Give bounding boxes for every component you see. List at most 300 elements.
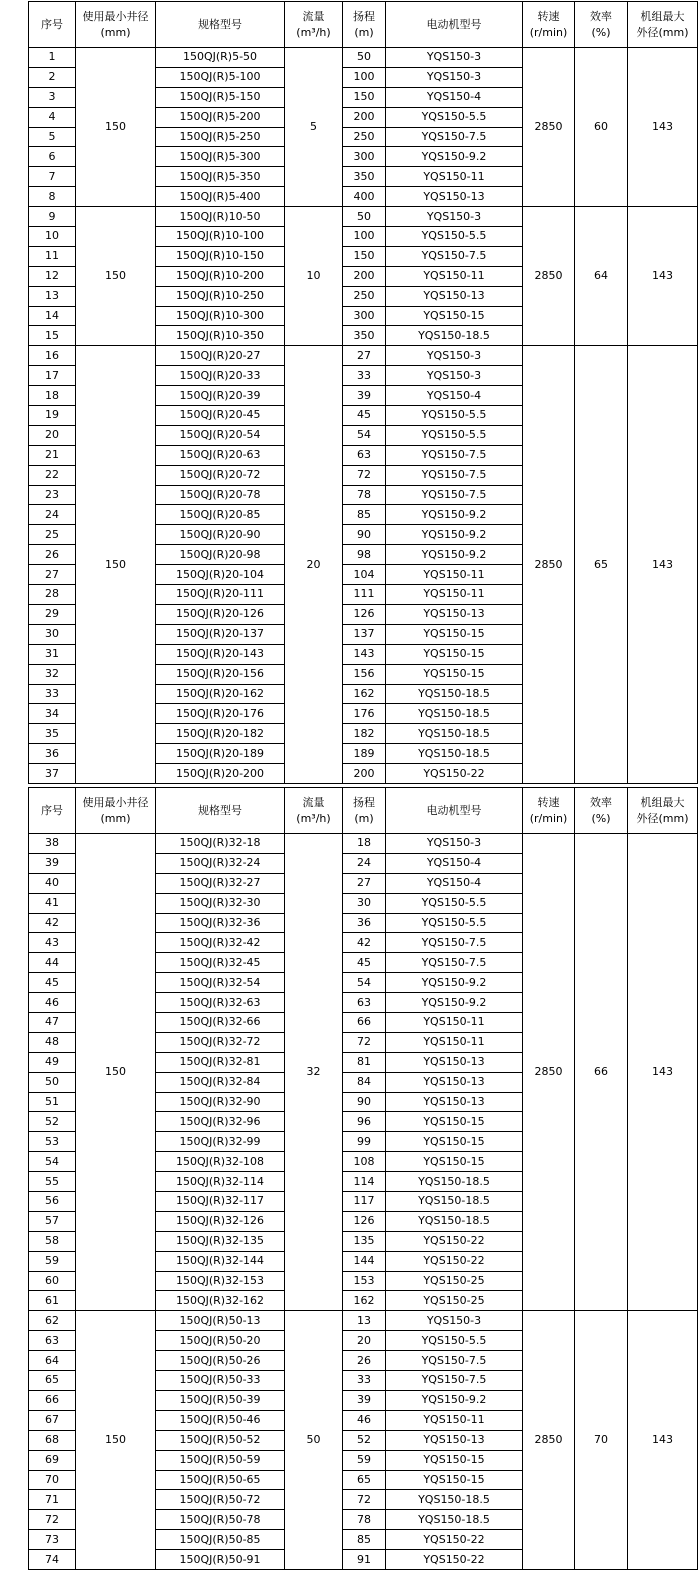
flow-cell: 5 xyxy=(285,48,343,207)
motor-cell: YQS150-5.5 xyxy=(386,107,523,127)
motor-cell: YQS150-9.2 xyxy=(386,973,523,993)
flow-cell: 32 xyxy=(285,834,343,1311)
model-cell: 150QJ(R)10-50 xyxy=(156,207,285,227)
model-cell: 150QJ(R)32-54 xyxy=(156,973,285,993)
efficiency-cell: 64 xyxy=(575,207,628,346)
col-max-diameter-header xyxy=(628,2,698,48)
seq-cell: 43 xyxy=(29,933,76,953)
motor-cell: YQS150-22 xyxy=(386,1530,523,1550)
head-cell: 153 xyxy=(343,1271,386,1291)
head-cell: 50 xyxy=(343,48,386,68)
model-cell: 150QJ(R)10-150 xyxy=(156,246,285,266)
motor-cell: YQS150-15 xyxy=(386,664,523,684)
col-head-header-line: (m) xyxy=(354,811,374,825)
motor-cell: YQS150-22 xyxy=(386,1251,523,1271)
col-min-well-header-line: 使用最小井径 xyxy=(82,9,149,23)
motor-cell: YQS150-15 xyxy=(386,1112,523,1132)
col-head-header-line: (m) xyxy=(354,25,374,39)
motor-cell: YQS150-3 xyxy=(386,48,523,68)
col-flow-header-line: 流量 xyxy=(302,9,325,23)
seq-cell: 56 xyxy=(29,1192,76,1212)
seq-cell: 65 xyxy=(29,1371,76,1391)
col-max-diameter-header-line: 外径(mm) xyxy=(636,25,689,39)
seq-cell: 2 xyxy=(29,67,76,87)
head-cell: 108 xyxy=(343,1152,386,1172)
motor-cell: YQS150-7.5 xyxy=(386,953,523,973)
head-cell: 150 xyxy=(343,87,386,107)
seq-cell: 24 xyxy=(29,505,76,525)
seq-cell: 20 xyxy=(29,425,76,445)
col-seq-header-line: 序号 xyxy=(41,803,63,817)
motor-cell: YQS150-13 xyxy=(386,1072,523,1092)
model-cell: 150QJ(R)20-98 xyxy=(156,545,285,565)
seq-cell: 66 xyxy=(29,1390,76,1410)
seq-cell: 68 xyxy=(29,1430,76,1450)
model-cell: 150QJ(R)50-46 xyxy=(156,1410,285,1430)
col-motor-header-line: 电动机型号 xyxy=(426,17,482,31)
model-cell: 150QJ(R)32-24 xyxy=(156,853,285,873)
head-cell: 182 xyxy=(343,724,386,744)
model-cell: 150QJ(R)50-78 xyxy=(156,1510,285,1530)
motor-cell: YQS150-7.5 xyxy=(386,1351,523,1371)
head-cell: 45 xyxy=(343,406,386,426)
model-cell: 150QJ(R)10-350 xyxy=(156,326,285,346)
motor-cell: YQS150-7.5 xyxy=(386,1371,523,1391)
motor-cell: YQS150-4 xyxy=(386,87,523,107)
col-head-header xyxy=(343,2,386,48)
col-efficiency-header-line: 效率 xyxy=(590,795,612,809)
head-cell: 162 xyxy=(343,1291,386,1311)
motor-cell: YQS150-3 xyxy=(386,346,523,366)
seq-cell: 11 xyxy=(29,246,76,266)
col-head-header-line: 扬程 xyxy=(353,795,375,809)
motor-cell: YQS150-13 xyxy=(386,604,523,624)
col-flow-header-line: (m³/h) xyxy=(296,25,331,39)
seq-cell: 42 xyxy=(29,913,76,933)
speed-cell: 2850 xyxy=(523,1311,575,1570)
max-diameter-cell: 143 xyxy=(628,48,698,207)
model-cell: 150QJ(R)20-143 xyxy=(156,644,285,664)
model-cell: 150QJ(R)5-50 xyxy=(156,48,285,68)
head-cell: 90 xyxy=(343,1092,386,1112)
head-cell: 114 xyxy=(343,1172,386,1192)
seq-cell: 37 xyxy=(29,764,76,784)
model-cell: 150QJ(R)20-189 xyxy=(156,744,285,764)
head-cell: 42 xyxy=(343,933,386,953)
seq-cell: 49 xyxy=(29,1052,76,1072)
head-cell: 350 xyxy=(343,167,386,187)
head-cell: 96 xyxy=(343,1112,386,1132)
model-cell: 150QJ(R)20-63 xyxy=(156,445,285,465)
efficiency-cell: 70 xyxy=(575,1311,628,1570)
seq-cell: 22 xyxy=(29,465,76,485)
head-cell: 46 xyxy=(343,1410,386,1430)
model-cell: 150QJ(R)50-39 xyxy=(156,1390,285,1410)
col-seq-header-line: 序号 xyxy=(41,17,63,31)
model-cell: 150QJ(R)32-126 xyxy=(156,1211,285,1231)
col-min-well-header-line: (mm) xyxy=(100,25,131,39)
head-cell: 176 xyxy=(343,704,386,724)
head-cell: 143 xyxy=(343,644,386,664)
motor-cell: YQS150-18.5 xyxy=(386,1490,523,1510)
motor-cell: YQS150-9.2 xyxy=(386,1390,523,1410)
min-well-cell: 150 xyxy=(76,1311,156,1570)
max-diameter-cell: 143 xyxy=(628,207,698,346)
model-cell: 150QJ(R)10-300 xyxy=(156,306,285,326)
motor-cell: YQS150-18.5 xyxy=(386,724,523,744)
model-cell: 150QJ(R)20-54 xyxy=(156,425,285,445)
seq-cell: 57 xyxy=(29,1211,76,1231)
motor-cell: YQS150-18.5 xyxy=(386,1172,523,1192)
col-max-diameter-header-line: 外径(mm) xyxy=(636,811,689,825)
seq-cell: 59 xyxy=(29,1251,76,1271)
model-cell: 150QJ(R)20-85 xyxy=(156,505,285,525)
motor-cell: YQS150-3 xyxy=(386,207,523,227)
head-cell: 84 xyxy=(343,1072,386,1092)
head-cell: 189 xyxy=(343,744,386,764)
motor-cell: YQS150-11 xyxy=(386,1410,523,1430)
seq-cell: 73 xyxy=(29,1530,76,1550)
head-cell: 250 xyxy=(343,127,386,147)
seq-cell: 7 xyxy=(29,167,76,187)
model-cell: 150QJ(R)20-137 xyxy=(156,624,285,644)
motor-cell: YQS150-5.5 xyxy=(386,406,523,426)
motor-cell: YQS150-11 xyxy=(386,1032,523,1052)
model-cell: 150QJ(R)10-100 xyxy=(156,227,285,247)
seq-cell: 54 xyxy=(29,1152,76,1172)
motor-cell: YQS150-25 xyxy=(386,1271,523,1291)
model-cell: 150QJ(R)50-52 xyxy=(156,1430,285,1450)
seq-cell: 23 xyxy=(29,485,76,505)
head-cell: 54 xyxy=(343,973,386,993)
seq-cell: 51 xyxy=(29,1092,76,1112)
seq-cell: 13 xyxy=(29,286,76,306)
model-cell: 150QJ(R)32-108 xyxy=(156,1152,285,1172)
seq-cell: 62 xyxy=(29,1311,76,1331)
col-min-well-header xyxy=(76,2,156,48)
head-cell: 54 xyxy=(343,425,386,445)
col-min-well-header-line: (mm) xyxy=(100,811,131,825)
seq-cell: 46 xyxy=(29,993,76,1013)
head-cell: 111 xyxy=(343,585,386,605)
motor-cell: YQS150-7.5 xyxy=(386,127,523,147)
seq-cell: 27 xyxy=(29,565,76,585)
model-cell: 150QJ(R)20-111 xyxy=(156,585,285,605)
head-cell: 137 xyxy=(343,624,386,644)
flow-cell: 50 xyxy=(285,1311,343,1570)
model-cell: 150QJ(R)50-65 xyxy=(156,1470,285,1490)
max-diameter-cell: 143 xyxy=(628,346,698,784)
model-cell: 150QJ(R)32-27 xyxy=(156,873,285,893)
head-cell: 72 xyxy=(343,465,386,485)
head-cell: 33 xyxy=(343,1371,386,1391)
motor-cell: YQS150-5.5 xyxy=(386,893,523,913)
seq-cell: 3 xyxy=(29,87,76,107)
model-cell: 150QJ(R)5-400 xyxy=(156,187,285,207)
seq-cell: 30 xyxy=(29,624,76,644)
head-cell: 45 xyxy=(343,953,386,973)
head-cell: 81 xyxy=(343,1052,386,1072)
model-cell: 150QJ(R)32-114 xyxy=(156,1172,285,1192)
model-cell: 150QJ(R)50-72 xyxy=(156,1490,285,1510)
flow-cell: 10 xyxy=(285,207,343,346)
model-cell: 150QJ(R)20-126 xyxy=(156,604,285,624)
head-cell: 135 xyxy=(343,1231,386,1251)
motor-cell: YQS150-4 xyxy=(386,853,523,873)
head-cell: 72 xyxy=(343,1490,386,1510)
seq-cell: 71 xyxy=(29,1490,76,1510)
model-cell: 150QJ(R)50-33 xyxy=(156,1371,285,1391)
seq-cell: 8 xyxy=(29,187,76,207)
seq-cell: 17 xyxy=(29,366,76,386)
seq-cell: 44 xyxy=(29,953,76,973)
motor-cell: YQS150-15 xyxy=(386,644,523,664)
model-cell: 150QJ(R)20-33 xyxy=(156,366,285,386)
model-cell: 150QJ(R)20-72 xyxy=(156,465,285,485)
table-row xyxy=(29,48,698,68)
col-efficiency-header xyxy=(575,2,628,48)
motor-cell: YQS150-18.5 xyxy=(386,1192,523,1212)
head-cell: 99 xyxy=(343,1132,386,1152)
seq-cell: 58 xyxy=(29,1231,76,1251)
motor-cell: YQS150-7.5 xyxy=(386,465,523,485)
table-row xyxy=(29,346,698,366)
head-cell: 100 xyxy=(343,67,386,87)
seq-cell: 63 xyxy=(29,1331,76,1351)
motor-cell: YQS150-9.2 xyxy=(386,545,523,565)
motor-cell: YQS150-5.5 xyxy=(386,1331,523,1351)
motor-cell: YQS150-13 xyxy=(386,1430,523,1450)
motor-cell: YQS150-18.5 xyxy=(386,326,523,346)
seq-cell: 39 xyxy=(29,853,76,873)
motor-cell: YQS150-5.5 xyxy=(386,913,523,933)
motor-cell: YQS150-7.5 xyxy=(386,246,523,266)
motor-cell: YQS150-11 xyxy=(386,565,523,585)
efficiency-cell: 65 xyxy=(575,346,628,784)
motor-cell: YQS150-18.5 xyxy=(386,1510,523,1530)
motor-cell: YQS150-13 xyxy=(386,187,523,207)
min-well-cell: 150 xyxy=(76,346,156,784)
head-cell: 156 xyxy=(343,664,386,684)
seq-cell: 32 xyxy=(29,664,76,684)
seq-cell: 34 xyxy=(29,704,76,724)
motor-cell: YQS150-22 xyxy=(386,764,523,784)
head-cell: 144 xyxy=(343,1251,386,1271)
model-cell: 150QJ(R)5-100 xyxy=(156,67,285,87)
head-cell: 98 xyxy=(343,545,386,565)
col-model-header xyxy=(156,2,285,48)
col-seq-header xyxy=(29,788,76,834)
motor-cell: YQS150-18.5 xyxy=(386,1211,523,1231)
min-well-cell: 150 xyxy=(76,834,156,1311)
min-well-cell: 150 xyxy=(76,48,156,207)
seq-cell: 55 xyxy=(29,1172,76,1192)
seq-cell: 67 xyxy=(29,1410,76,1430)
model-cell: 150QJ(R)5-300 xyxy=(156,147,285,167)
motor-cell: YQS150-15 xyxy=(386,624,523,644)
head-cell: 18 xyxy=(343,834,386,854)
seq-cell: 36 xyxy=(29,744,76,764)
motor-cell: YQS150-4 xyxy=(386,386,523,406)
head-cell: 200 xyxy=(343,266,386,286)
head-cell: 20 xyxy=(343,1331,386,1351)
min-well-cell: 150 xyxy=(76,207,156,346)
model-cell: 150QJ(R)32-144 xyxy=(156,1251,285,1271)
head-cell: 90 xyxy=(343,525,386,545)
flow-cell: 20 xyxy=(285,346,343,784)
motor-cell: YQS150-3 xyxy=(386,834,523,854)
seq-cell: 21 xyxy=(29,445,76,465)
col-max-diameter-header-line: 机组最大 xyxy=(640,9,685,23)
model-cell: 150QJ(R)10-250 xyxy=(156,286,285,306)
model-cell: 150QJ(R)20-156 xyxy=(156,664,285,684)
col-motor-header xyxy=(386,788,523,834)
motor-cell: YQS150-3 xyxy=(386,67,523,87)
head-cell: 104 xyxy=(343,565,386,585)
model-cell: 150QJ(R)32-153 xyxy=(156,1271,285,1291)
head-cell: 27 xyxy=(343,346,386,366)
seq-cell: 4 xyxy=(29,107,76,127)
col-efficiency-header-line: (%) xyxy=(591,811,611,825)
model-cell: 150QJ(R)20-200 xyxy=(156,764,285,784)
motor-cell: YQS150-7.5 xyxy=(386,933,523,953)
seq-cell: 14 xyxy=(29,306,76,326)
model-cell: 150QJ(R)20-104 xyxy=(156,565,285,585)
model-cell: 150QJ(R)32-84 xyxy=(156,1072,285,1092)
speed-cell: 2850 xyxy=(523,346,575,784)
head-cell: 65 xyxy=(343,1470,386,1490)
header-row xyxy=(29,2,698,48)
model-cell: 150QJ(R)50-26 xyxy=(156,1351,285,1371)
seq-cell: 69 xyxy=(29,1450,76,1470)
seq-cell: 72 xyxy=(29,1510,76,1530)
col-speed-header-line: 转速 xyxy=(537,9,560,23)
model-cell: 150QJ(R)32-99 xyxy=(156,1132,285,1152)
motor-cell: YQS150-11 xyxy=(386,1013,523,1033)
head-cell: 100 xyxy=(343,227,386,247)
motor-cell: YQS150-9.2 xyxy=(386,505,523,525)
col-motor-header xyxy=(386,2,523,48)
motor-cell: YQS150-13 xyxy=(386,1052,523,1072)
head-cell: 33 xyxy=(343,366,386,386)
motor-cell: YQS150-11 xyxy=(386,585,523,605)
table-body xyxy=(29,48,698,784)
head-cell: 300 xyxy=(343,147,386,167)
efficiency-cell: 66 xyxy=(575,834,628,1311)
table-row xyxy=(29,834,698,854)
head-cell: 85 xyxy=(343,505,386,525)
motor-cell: YQS150-15 xyxy=(386,1470,523,1490)
col-speed-header-line: (r/min) xyxy=(529,811,568,825)
seq-cell: 5 xyxy=(29,127,76,147)
seq-cell: 29 xyxy=(29,604,76,624)
seq-cell: 28 xyxy=(29,585,76,605)
head-cell: 66 xyxy=(343,1013,386,1033)
motor-cell: YQS150-13 xyxy=(386,1092,523,1112)
motor-cell: YQS150-18.5 xyxy=(386,704,523,724)
seq-cell: 10 xyxy=(29,227,76,247)
model-cell: 150QJ(R)20-78 xyxy=(156,485,285,505)
model-cell: 150QJ(R)20-176 xyxy=(156,704,285,724)
seq-cell: 40 xyxy=(29,873,76,893)
model-cell: 150QJ(R)32-162 xyxy=(156,1291,285,1311)
table-body xyxy=(29,834,698,1570)
col-max-diameter-header xyxy=(628,788,698,834)
motor-cell: YQS150-3 xyxy=(386,1311,523,1331)
model-cell: 150QJ(R)32-117 xyxy=(156,1192,285,1212)
col-speed-header xyxy=(523,2,575,48)
seq-cell: 15 xyxy=(29,326,76,346)
model-cell: 150QJ(R)32-135 xyxy=(156,1231,285,1251)
seq-cell: 50 xyxy=(29,1072,76,1092)
head-cell: 63 xyxy=(343,993,386,1013)
model-cell: 150QJ(R)20-27 xyxy=(156,346,285,366)
seq-cell: 12 xyxy=(29,266,76,286)
head-cell: 78 xyxy=(343,485,386,505)
seq-cell: 19 xyxy=(29,406,76,426)
head-cell: 400 xyxy=(343,187,386,207)
seq-cell: 33 xyxy=(29,684,76,704)
model-cell: 150QJ(R)50-59 xyxy=(156,1450,285,1470)
seq-cell: 1 xyxy=(29,48,76,68)
model-cell: 150QJ(R)50-85 xyxy=(156,1530,285,1550)
col-seq-header xyxy=(29,2,76,48)
seq-cell: 16 xyxy=(29,346,76,366)
head-cell: 200 xyxy=(343,764,386,784)
model-cell: 150QJ(R)5-200 xyxy=(156,107,285,127)
head-cell: 39 xyxy=(343,1390,386,1410)
head-cell: 126 xyxy=(343,1211,386,1231)
col-efficiency-header xyxy=(575,788,628,834)
model-cell: 150QJ(R)32-36 xyxy=(156,913,285,933)
col-flow-header xyxy=(285,2,343,48)
pump-spec-table-2 xyxy=(28,787,698,1570)
head-cell: 39 xyxy=(343,386,386,406)
seq-cell: 45 xyxy=(29,973,76,993)
col-min-well-header xyxy=(76,788,156,834)
motor-cell: YQS150-9.2 xyxy=(386,993,523,1013)
col-model-header-line: 规格型号 xyxy=(198,803,242,817)
col-speed-header-line: (r/min) xyxy=(529,25,568,39)
seq-cell: 60 xyxy=(29,1271,76,1291)
speed-cell: 2850 xyxy=(523,48,575,207)
col-efficiency-header-line: 效率 xyxy=(590,9,612,23)
head-cell: 26 xyxy=(343,1351,386,1371)
head-cell: 117 xyxy=(343,1192,386,1212)
head-cell: 300 xyxy=(343,306,386,326)
model-cell: 150QJ(R)5-350 xyxy=(156,167,285,187)
seq-cell: 53 xyxy=(29,1132,76,1152)
model-cell: 150QJ(R)5-150 xyxy=(156,87,285,107)
head-cell: 52 xyxy=(343,1430,386,1450)
col-motor-header-line: 电动机型号 xyxy=(426,803,482,817)
motor-cell: YQS150-15 xyxy=(386,1152,523,1172)
head-cell: 350 xyxy=(343,326,386,346)
seq-cell: 31 xyxy=(29,644,76,664)
seq-cell: 70 xyxy=(29,1470,76,1490)
col-head-header-line: 扬程 xyxy=(353,9,375,23)
head-cell: 250 xyxy=(343,286,386,306)
table-row xyxy=(29,1311,698,1331)
model-cell: 150QJ(R)32-81 xyxy=(156,1052,285,1072)
model-cell: 150QJ(R)50-91 xyxy=(156,1550,285,1570)
head-cell: 50 xyxy=(343,207,386,227)
motor-cell: YQS150-18.5 xyxy=(386,684,523,704)
model-cell: 150QJ(R)50-13 xyxy=(156,1311,285,1331)
motor-cell: YQS150-15 xyxy=(386,1132,523,1152)
model-cell: 150QJ(R)32-72 xyxy=(156,1032,285,1052)
col-max-diameter-header-line: 机组最大 xyxy=(640,795,685,809)
